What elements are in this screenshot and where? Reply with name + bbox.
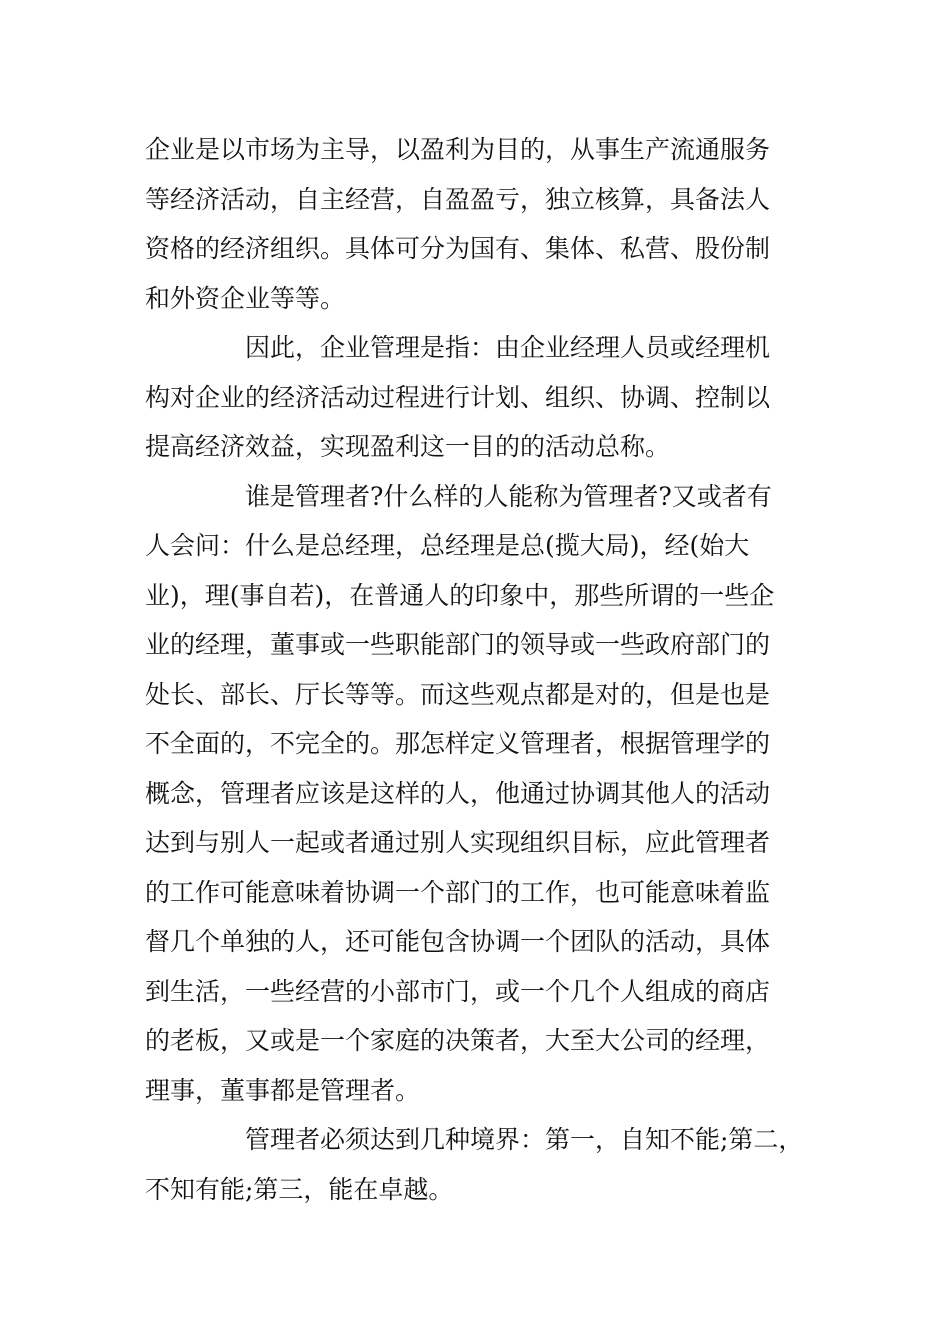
text-line: 人会问：什么是总经理，总经理是总(揽大局)，经(始大: [145, 531, 750, 560]
text-line: 督几个单独的人，还可能包含协调一个团队的活动，具体: [145, 927, 771, 956]
text-line: 资格的经济组织。具体可分为国有、集体、私营、股份制: [145, 234, 771, 263]
text-line: 到生活，一些经营的小部市门，或一个几个人组成的商店: [145, 976, 771, 1006]
text-line: 构对企业的经济活动过程进行计划、组织、协调、控制以: [145, 382, 771, 412]
text-line: 等经济活动，自主经营，自盈盈亏，独立核算，具备法人: [145, 184, 771, 214]
paragraph-manager-realms: [145, 1115, 825, 1214]
text-line: 达到与别人一起或者通过别人实现组织目标，应此管理者: [145, 828, 771, 857]
text-line: 处长、部长、厅长等等。而这些观点都是对的，但是也是: [145, 679, 771, 709]
paragraph-who-is-manager: [145, 472, 825, 1116]
text-line: 不知有能;第三，能在卓越。: [145, 1174, 454, 1204]
text-line: 管理者必须达到几种境界：第一，自知不能;第二，: [245, 1125, 804, 1154]
text-line: 业)，理(事自若)，在普通人的印象中，那些所谓的一些企: [145, 580, 775, 610]
text-line: 提高经济效益，实现盈利这一目的的活动总称。: [145, 432, 671, 461]
text-line: 的老板，又或是一个家庭的决策者，大至大公司的经理，: [145, 1026, 771, 1055]
text-line: 不全面的，不完全的。那怎样定义管理者，根据管理学的: [145, 729, 771, 758]
text-line: 和外资企业等等。: [145, 283, 346, 313]
text-line: 业的经理，董事或一些职能部门的领导或一些政府部门的: [145, 630, 771, 659]
text-line: 概念，管理者应该是这样的人，他通过协调其他人的活动: [145, 778, 771, 808]
text-line: 理事，董事都是管理者。: [145, 1075, 421, 1105]
document-body: [145, 125, 825, 1214]
text-line: 的工作可能意味着协调一个部门的工作，也可能意味着监: [145, 877, 771, 907]
text-line: 企业是以市场为主导，以盈利为目的，从事生产流通服务: [145, 135, 771, 164]
paragraph-enterprise-definition: [145, 125, 825, 323]
text-line: 因此，企业管理是指：由企业经理人员或经理机: [245, 333, 771, 362]
text-line: 谁是管理者?什么样的人能称为管理者?又或者有: [245, 481, 772, 511]
paragraph-management-definition: [145, 323, 825, 472]
